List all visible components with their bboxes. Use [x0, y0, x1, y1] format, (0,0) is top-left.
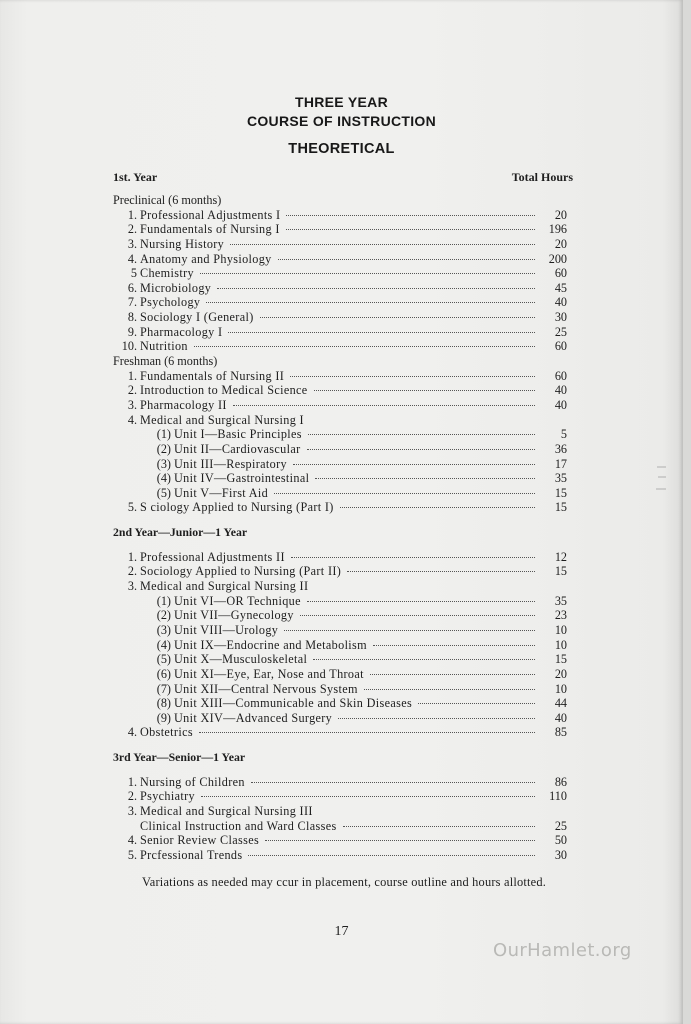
- course-hours: 44: [554, 696, 567, 711]
- course-hours: 40: [554, 295, 567, 310]
- course-hours: 35: [554, 471, 567, 486]
- course-label: Medical and Surgical Nursing I: [140, 412, 304, 427]
- course-label: Fundamentals of Nursing I: [140, 222, 280, 237]
- course-hours: 20: [554, 666, 567, 681]
- course-row: [113, 804, 573, 819]
- dot-leader: [315, 478, 535, 479]
- dot-leader: [308, 434, 535, 435]
- course-hours: 40: [554, 397, 567, 412]
- course-number: 4.: [127, 412, 137, 427]
- dot-leader: [230, 244, 535, 245]
- course-row: [113, 325, 573, 340]
- course-hours: 86: [554, 774, 567, 789]
- course-number: (1): [156, 427, 171, 442]
- dot-leader: [228, 332, 535, 333]
- course-label: Unit I—Basic Principles: [174, 427, 302, 442]
- course-number: (9): [156, 710, 171, 725]
- course-label: Nursing History: [140, 236, 225, 251]
- dot-leader: [291, 557, 535, 558]
- course-label: Nutrition: [140, 339, 188, 354]
- course-row: [113, 222, 573, 237]
- dot-leader: [265, 840, 535, 841]
- course-row: [113, 819, 573, 834]
- title-line-2: COURSE OF INSTRUCTION: [246, 113, 437, 129]
- course-number: 3.: [127, 803, 137, 818]
- course-number: 6.: [127, 280, 137, 295]
- course-label: Unit XI—Eye, Ear, Nose and Throat: [174, 666, 364, 681]
- course-row: [113, 564, 573, 579]
- dot-leader: [217, 288, 535, 289]
- course-label: Unit IV—Gastrointestinal: [174, 471, 310, 486]
- section-heading: Freshman (6 months): [113, 354, 218, 369]
- dot-leader: [290, 376, 535, 377]
- course-label: Unit XIII—Communicable and Skin Diseases: [174, 696, 413, 711]
- course-row: [113, 725, 573, 740]
- course-row: [113, 608, 573, 623]
- course-row: [113, 369, 573, 384]
- dot-leader: [347, 571, 535, 572]
- course-hours: 12: [554, 549, 567, 564]
- course-number: 1.: [127, 549, 137, 564]
- course-row: [113, 457, 573, 472]
- dot-leader: [201, 796, 535, 797]
- dot-leader: [200, 273, 535, 274]
- year-heading: 1st. Year: [113, 170, 158, 184]
- course-hours: 36: [554, 441, 567, 456]
- dot-leader: [293, 464, 535, 465]
- course-label: Senior Review Classes: [140, 833, 260, 848]
- course-label: Introduction to Medical Science: [140, 383, 308, 398]
- course-hours: 25: [554, 324, 567, 339]
- course-row: [113, 281, 573, 296]
- dot-leader: [338, 718, 535, 719]
- course-number: 8.: [127, 310, 137, 325]
- course-hours: 23: [554, 608, 567, 623]
- course-label: Unit VI—OR Technique: [174, 593, 301, 608]
- course-row: [113, 789, 573, 804]
- course-number: (8): [156, 696, 171, 711]
- course-number: (4): [156, 471, 171, 486]
- section-heading: Preclinical (6 months): [113, 193, 222, 207]
- course-label: Medical and Surgical Nursing III: [140, 803, 313, 818]
- course-label: Professional Adjustments I: [140, 207, 281, 222]
- course-label: Obstetrics: [140, 725, 193, 740]
- section-heading: 3rd Year—Senior—1 Year: [113, 750, 246, 765]
- course-row: [113, 667, 573, 682]
- course-number: (3): [156, 456, 171, 471]
- course-hours: 196: [548, 222, 567, 237]
- course-hours: 110: [549, 789, 567, 804]
- dot-leader: [364, 689, 535, 690]
- course-number: 4.: [127, 833, 137, 848]
- course-label: Psychology: [140, 295, 201, 310]
- course-row: [113, 711, 573, 726]
- dot-leader: [286, 229, 535, 230]
- course-hours: 17: [554, 456, 567, 471]
- course-row: [113, 413, 573, 428]
- course-row: [113, 295, 573, 310]
- course-number: 3.: [127, 236, 137, 251]
- course-hours: 15: [554, 564, 567, 579]
- course-row: [113, 310, 573, 325]
- course-label: Microbiology: [140, 280, 212, 295]
- course-row: [113, 339, 573, 354]
- course-hours: 20: [554, 236, 567, 251]
- footnote: Variations as needed may ccur in placement, course outline and hours allotted.: [142, 875, 547, 889]
- section-heading: 2nd Year—Junior—1 Year: [113, 525, 248, 540]
- course-hours: 25: [554, 818, 567, 833]
- course-number: (5): [156, 652, 171, 667]
- course-hours: 15: [554, 485, 567, 500]
- dot-leader: [194, 346, 535, 347]
- course-row: [113, 682, 573, 697]
- course-row: [113, 696, 573, 711]
- course-row: [113, 833, 573, 848]
- course-label: Chemistry: [140, 266, 194, 281]
- course-label: Sociology Applied to Nursing (Part II): [140, 564, 342, 579]
- course-number: 5: [130, 266, 137, 281]
- course-row: [113, 266, 573, 281]
- course-number: 9.: [127, 324, 137, 339]
- course-hours: 200: [548, 251, 567, 266]
- course-label: Unit II—Cardiovascular: [174, 441, 301, 456]
- course-number: 1.: [127, 207, 137, 222]
- course-label: Sociology I (General): [140, 310, 254, 325]
- course-hours: 10: [554, 622, 567, 637]
- course-row: [113, 471, 573, 486]
- dot-leader: [284, 630, 535, 631]
- course-row: [113, 383, 573, 398]
- course-row: [113, 550, 573, 565]
- course-label: Fundamentals of Nursing II: [140, 368, 285, 383]
- course-number: 2.: [127, 789, 137, 804]
- course-label: Unit XIV—Advanced Surgery: [174, 710, 333, 725]
- dot-leader: [307, 601, 535, 602]
- page-smudge-mark: [655, 462, 669, 502]
- course-hours: 30: [554, 310, 567, 325]
- course-label: Pharmacology II: [140, 397, 227, 412]
- course-label: Unit V—First Aid: [174, 485, 269, 500]
- course-number: 3.: [127, 397, 137, 412]
- course-label: Psychiatry: [140, 789, 195, 804]
- course-hours: 40: [554, 710, 567, 725]
- page-number: 17: [334, 924, 349, 939]
- course-hours: 50: [554, 833, 567, 848]
- dot-leader: [313, 659, 535, 660]
- dot-leader: [343, 826, 535, 827]
- course-hours: 30: [554, 847, 567, 862]
- course-label: Professional Adjustments II: [140, 549, 285, 564]
- course-number: 4.: [127, 251, 137, 266]
- course-number: (2): [156, 608, 171, 623]
- course-row: [113, 208, 573, 223]
- course-label: Unit VIII—Urology: [174, 622, 279, 637]
- course-label: S ciology Applied to Nursing (Part I): [140, 500, 334, 515]
- course-label: Unit VII—Gynecology: [174, 608, 294, 623]
- course-number: (5): [156, 485, 171, 500]
- dot-leader: [260, 317, 535, 318]
- course-label: Anatomy and Physiology: [140, 251, 272, 266]
- title-line-1: THREE YEAR: [295, 94, 388, 110]
- course-row: [113, 398, 573, 413]
- dot-leader: [248, 855, 535, 856]
- course-hours: 85: [554, 725, 567, 740]
- course-row: [113, 442, 573, 457]
- dot-leader: [373, 645, 535, 646]
- course-label: Clinical Instruction and Ward Classes: [140, 818, 337, 833]
- dot-leader: [300, 615, 535, 616]
- course-label: Nursing of Children: [140, 774, 245, 789]
- course-number: (4): [156, 637, 171, 652]
- course-label: Unit III—Respiratory: [174, 456, 287, 471]
- dot-leader: [274, 493, 535, 494]
- course-row: [113, 500, 573, 515]
- course-row: [113, 579, 573, 594]
- course-label: Prcfessional Trends: [140, 847, 243, 862]
- dot-leader: [206, 302, 535, 303]
- dot-leader: [199, 732, 535, 733]
- course-hours: 15: [554, 500, 567, 515]
- course-number: (3): [156, 622, 171, 637]
- course-number: 5.: [127, 847, 137, 862]
- course-number: 4.: [127, 725, 137, 740]
- course-hours: 60: [554, 266, 567, 281]
- course-hours: 10: [554, 681, 567, 696]
- course-label: Unit XII—Central Nervous System: [174, 681, 358, 696]
- title-line-3: THEORETICAL: [288, 141, 395, 157]
- dot-leader: [251, 782, 535, 783]
- course-row: [113, 848, 573, 863]
- course-number: (2): [156, 441, 171, 456]
- course-number: 2.: [127, 383, 137, 398]
- course-row: [113, 652, 573, 667]
- course-hours: 5: [560, 427, 567, 442]
- course-number: (7): [156, 681, 171, 696]
- course-list: [113, 193, 573, 863]
- dot-leader: [278, 259, 535, 260]
- course-hours: 35: [554, 593, 567, 608]
- course-number: 5.: [127, 500, 137, 515]
- course-label: Pharmacology I: [140, 324, 223, 339]
- course-number: 2.: [127, 222, 137, 237]
- dot-leader: [286, 215, 535, 216]
- dot-leader: [340, 507, 535, 508]
- total-hours-heading: Total Hours: [511, 170, 573, 184]
- course-hours: 45: [554, 280, 567, 295]
- course-number: 7.: [127, 295, 137, 310]
- course-label: Unit IX—Endocrine and Metabolism: [174, 637, 367, 652]
- dot-leader: [370, 674, 535, 675]
- course-number: 2.: [127, 564, 137, 579]
- course-row: [113, 623, 573, 638]
- course-row: [113, 427, 573, 442]
- course-number: (6): [156, 666, 171, 681]
- course-number: (1): [156, 593, 171, 608]
- course-row: [113, 594, 573, 609]
- course-row: [113, 638, 573, 653]
- course-hours: 40: [554, 383, 567, 398]
- course-hours: 10: [554, 637, 567, 652]
- course-hours: 60: [554, 368, 567, 383]
- course-hours: 20: [554, 207, 567, 222]
- dot-leader: [418, 703, 535, 704]
- dot-leader: [307, 449, 536, 450]
- course-row: [113, 237, 573, 252]
- course-hours: 15: [554, 652, 567, 667]
- course-number: 3.: [127, 579, 137, 594]
- course-row: [113, 486, 573, 501]
- course-number: 1.: [127, 774, 137, 789]
- course-row: [113, 252, 573, 267]
- course-number: 10.: [121, 339, 137, 354]
- course-number: 1.: [127, 368, 137, 383]
- dot-leader: [314, 390, 535, 391]
- course-label: Unit X—Musculoskeletal: [174, 652, 308, 667]
- watermark: OurHamlet.org: [493, 940, 632, 961]
- course-row: [113, 775, 573, 790]
- dot-leader: [233, 405, 535, 406]
- course-hours: 60: [554, 339, 567, 354]
- course-label: Medical and Surgical Nursing II: [140, 579, 309, 594]
